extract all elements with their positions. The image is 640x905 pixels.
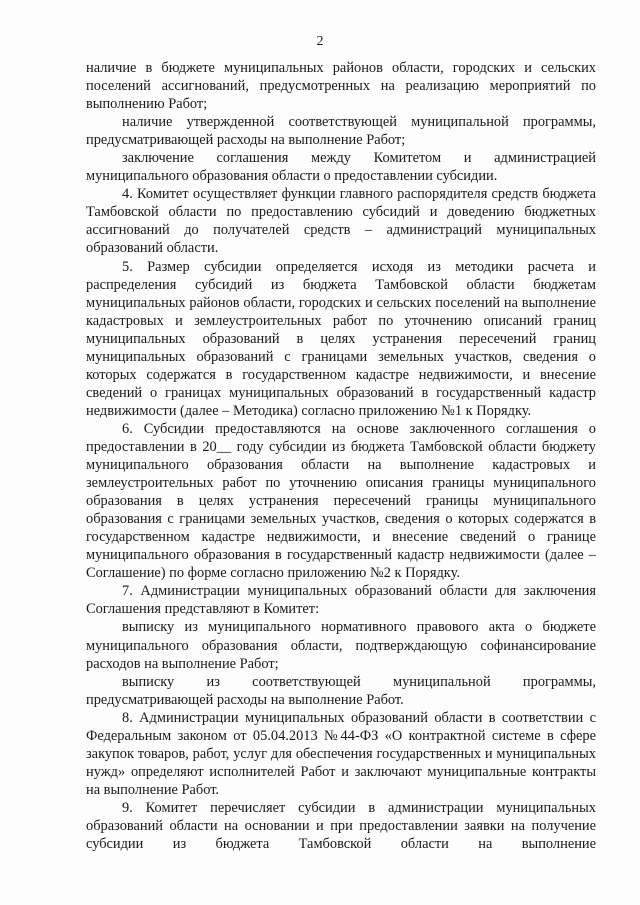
paragraph-5-subsidy-amount: 5. Размер субсидии определяется исходя из методики расчета и распределения субсидий из бюджета Тамбовской области бюджетам муниципальных районов области, городских и сельских поселений на выполнение кадастровых и землеустроительных работ по уточнению описаний границ муниципальных образований в целях устранения пересечений границ муниципальных образований с границами земельных участков, сведения о которых содержатся в государственном кадастре недвижимости, и внесение сведений о границах муниципальных образований в государственный кадастр недвижимости (далее – Методика) согласно приложению №1 к Порядку. xyxy=(86,258,596,419)
paragraph-municipal-program: наличие утвержденной соответствующей муниципальной программы, предусматривающей расходы на выполнение Работ; xyxy=(86,114,596,149)
body-text xyxy=(86,59,596,853)
paragraph-extract-budget-act: выписку из муниципального нормативного правового акта о бюджете муниципального образования области, подтверждающую софинансирование расходов на выполнение Работ; xyxy=(86,619,596,672)
paragraph-8-contractors: 8. Администрации муниципальных образований области в соответствии с Федеральным законом от 05.04.2013 №44-ФЗ «О контрактной системе в сфере закупок товаров, работ, услуг для обеспечения государственных и муниципальных нужд» определяют исполнителей Работ и заключают муниципальные контракты на выполнение Работ. xyxy=(86,709,596,798)
paragraph-7-administrations-submit: 7. Администрации муниципальных образований области для заключения Соглашения представляют в Комитет: xyxy=(86,583,596,618)
paragraph-4-committee-functions: 4. Комитет осуществляет функции главного распорядителя средств бюджета Тамбовской области по предоставлению субсидий и доведению бюджетных ассигнований до получателей средств – администраций муниципальных образований области. xyxy=(86,186,596,257)
paragraph-9-subsidy-transfer: 9. Комитет перечисляет субсидии в администрации муниципальных образований области на основании и при предоставлении заявки на получение субсидии из бюджета Тамбовской области на выполнение xyxy=(86,799,596,853)
paragraph-6-subsidy-agreement: 6. Субсидии предоставляются на основе заключенного соглашения о предоставлении в 20__ году субсидии из бюджета Тамбовской области бюджету муниципального образования области на выполнение кадастровых и землеустроительных работ по уточнению описания границы муниципального образования в целях устранения пересечений границы муниципального образования с границами земельных участков, сведения о которых содержатся в государственном кадастре недвижимости, и внесение сведений о границе муниципального образования в государственный кадастр недвижимости (далее – Соглашение) по форме согласно приложению №2 к Порядку. xyxy=(86,420,596,582)
page-number: 2 xyxy=(316,34,324,49)
paragraph-agreement-conclusion: заключение соглашения между Комитетом и администрацией муниципального образования области о предоставлении субсидии. xyxy=(86,150,596,185)
paragraph-budget-allocations: наличие в бюджете муниципальных районов области, городских и сельских поселений ассигнований, предусмотренных на реализацию мероприятий по выполнению Работ; xyxy=(86,60,596,113)
paragraph-extract-program: выписку из соответствующей муниципальной программы, предусматривающей расходы на выполнение Работ. xyxy=(86,673,596,708)
